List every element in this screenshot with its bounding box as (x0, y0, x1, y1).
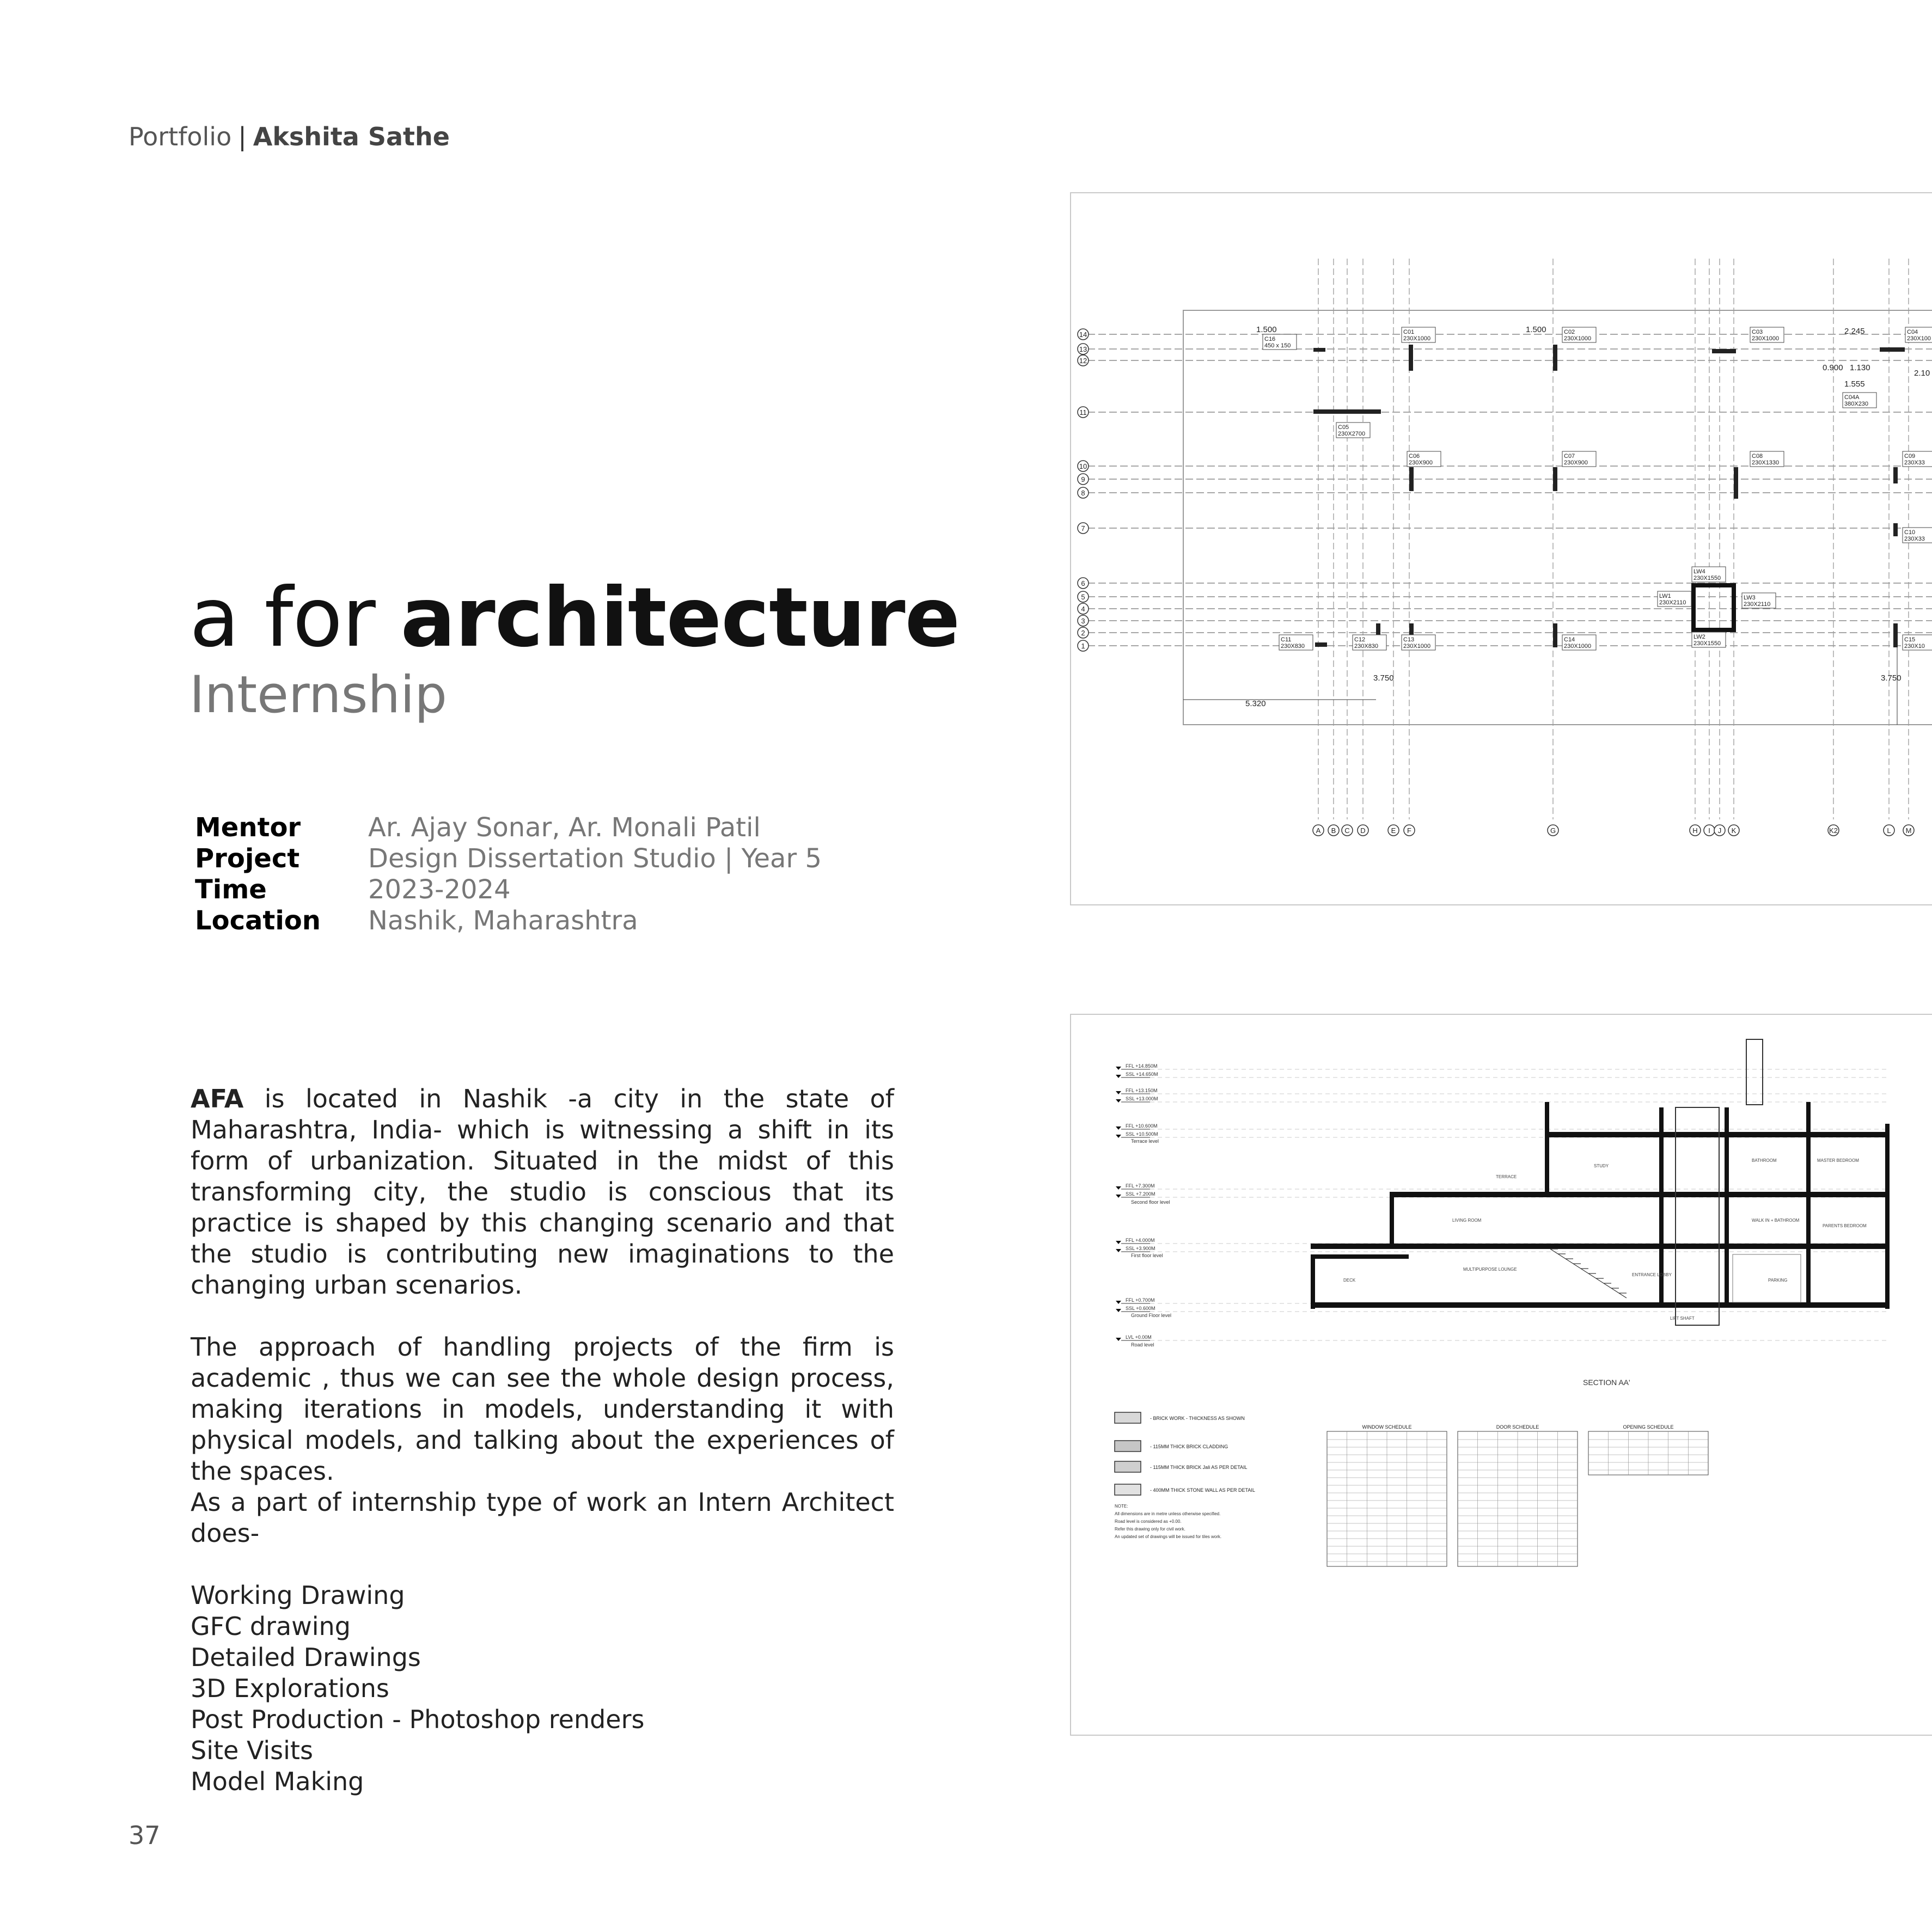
task-item: Working Drawing (191, 1581, 405, 1610)
level-label: SSL +14.650M (1126, 1071, 1158, 1077)
column-tag-size: 230X830 (1281, 643, 1305, 650)
grid-label-col: L (1887, 826, 1891, 835)
legend-label: - 115MM THICK BRICK CLADDING (1150, 1444, 1228, 1449)
page-title (189, 571, 960, 665)
room-label: PARKING (1768, 1278, 1788, 1283)
column-tag-id: C01 (1403, 329, 1415, 335)
level-marker (1116, 1135, 1121, 1138)
column-tag-id: C04A (1844, 394, 1860, 401)
grid-label-row: 8 (1081, 489, 1085, 497)
plan-boundary (1183, 310, 1932, 725)
room-label: WALK IN + BATHROOM (1752, 1218, 1800, 1223)
column-tag-size: 230X1550 (1693, 640, 1721, 647)
dimension-label: 1.555 (1844, 379, 1865, 389)
level-marker (1116, 1249, 1121, 1252)
title-prefix: a for (189, 571, 401, 665)
level-label: FFL +7.300M (1126, 1183, 1155, 1189)
level-label: FFL +10.600M (1126, 1123, 1158, 1129)
column-tag-size: 450 x 150 (1264, 342, 1291, 349)
stair-stringer (1550, 1249, 1627, 1298)
level-marker (1116, 1186, 1121, 1190)
grid-label-col: K (1731, 826, 1737, 835)
meta-value: Design Dissertation Studio | Year 5 (368, 843, 822, 874)
task-item: 3D Explorations (191, 1674, 389, 1703)
grid-label-col: B (1331, 826, 1336, 835)
legend-swatch (1115, 1412, 1141, 1423)
column-tag-id: C03 (1752, 329, 1763, 335)
column-tag-id: LW3 (1744, 595, 1756, 601)
section-wall (1545, 1102, 1549, 1197)
grid-label-row: 13 (1079, 345, 1087, 353)
structural-column (1880, 347, 1905, 352)
column-tag-size: 230X10 (1904, 643, 1925, 650)
meta-value: Ar. Ajay Sonar, Ar. Monali Patil (368, 812, 761, 843)
level-label: FFL +4.000M (1126, 1238, 1155, 1243)
column-tag-id: C07 (1564, 453, 1575, 460)
dimension-label: 1.500 (1256, 325, 1277, 334)
grid-label-col: F (1407, 826, 1411, 835)
drawing-note: An updated set of drawings will be issued for tiles work. (1115, 1534, 1222, 1539)
level-label: LVL +0.00M (1126, 1334, 1152, 1340)
column-tag-size: 230X1000 (1564, 643, 1592, 650)
grid-label-col: H (1692, 826, 1698, 835)
grid-label-row: 12 (1079, 357, 1087, 365)
column-tag-id: C10 (1904, 529, 1916, 536)
level-marker (1116, 1301, 1121, 1304)
column-tag-id: C04 (1907, 329, 1918, 335)
room-label: LIFT SHAFT (1670, 1316, 1695, 1321)
level-label: FFL +13.150M (1126, 1088, 1158, 1093)
room-label: PARENTS BEDROOM (1823, 1223, 1867, 1228)
column-tag-id: C09 (1904, 453, 1916, 460)
level-marker (1116, 1338, 1121, 1341)
level-label: First floor level (1131, 1253, 1163, 1258)
room-label: ENTRANCE LOBBY (1632, 1272, 1672, 1277)
second-floor-slab (1390, 1192, 1888, 1197)
structural-column (1409, 467, 1414, 491)
column-tag-id: C11 (1281, 636, 1292, 643)
level-label: SSL +7.200M (1126, 1191, 1155, 1197)
column-tag-size: 230X830 (1354, 643, 1379, 650)
schedule-title: OPENING SCHEDULE (1623, 1424, 1674, 1430)
grid-label-col: C (1344, 826, 1350, 835)
portfolio-header (129, 122, 450, 151)
section-wall (1885, 1124, 1890, 1309)
meta-label: Mentor (195, 812, 301, 843)
paragraph-approach: The approach of handling projects of the firm is academic , thus we can see the whole design process, making iterations in models, understanding it with physical models, and talking about the experiences of the spaces. (191, 1332, 894, 1486)
grid-label-col: M (1905, 826, 1912, 835)
grid-label-row: 2 (1081, 629, 1085, 637)
paragraph-intro (191, 1083, 894, 1301)
section-wall (1725, 1107, 1729, 1303)
task-list (191, 1580, 894, 1797)
section-title: SECTION AA' (1583, 1378, 1630, 1387)
dimension-label: 2.245 (1844, 327, 1865, 336)
legend-label: - BRICK WORK - THICKNESS AS SHOWN (1150, 1416, 1245, 1421)
first-floor-slab (1311, 1244, 1659, 1249)
legend-swatch (1115, 1484, 1141, 1495)
grid-label-col: D (1360, 826, 1366, 835)
level-marker (1116, 1126, 1121, 1130)
description (191, 1083, 894, 1797)
meta-value: 2023-2024 (368, 874, 511, 905)
room-label: DECK (1343, 1278, 1356, 1283)
firm-name: AFA (191, 1084, 244, 1113)
legend-label: - 115MM THICK BRICK Jali AS PER DETAIL (1150, 1465, 1248, 1470)
level-label: Terrace level (1131, 1138, 1159, 1144)
dimension-label: 0.900 (1823, 363, 1843, 372)
grid-label-row: 3 (1081, 617, 1085, 625)
parking-bay (1733, 1254, 1801, 1302)
column-tag-size: 380X230 (1844, 401, 1869, 407)
level-label: SSL +13.000M (1126, 1096, 1158, 1101)
column-tag-size: 230X1330 (1752, 460, 1780, 466)
structural-column (1734, 467, 1738, 499)
room-label: STUDY (1594, 1163, 1609, 1168)
dimension-label: 2.10 (1914, 369, 1930, 378)
level-marker (1116, 1067, 1121, 1070)
column-tag-size: 230X1000 (1403, 335, 1431, 342)
level-label: FFL +14.850M (1126, 1063, 1158, 1069)
grid-label-col: I (1708, 826, 1710, 835)
structural-column (1893, 523, 1898, 536)
column-tag-id: C13 (1403, 636, 1415, 643)
meta-value: Nashik, Maharashtra (368, 905, 638, 936)
grid-label-row: 14 (1079, 330, 1087, 339)
grid-label-row: 4 (1081, 605, 1085, 613)
level-label: SSL +0.600M (1126, 1306, 1155, 1311)
paragraph-intern-role: As a part of internship type of work an Intern Architect does- (191, 1487, 894, 1548)
structural-column (1893, 623, 1898, 647)
grid-label-row: 9 (1081, 475, 1085, 483)
page-subtitle: Internship (189, 665, 447, 725)
column-tag-id: C14 (1564, 636, 1575, 643)
task-item: GFC drawing (191, 1612, 351, 1641)
grid-label-col: A (1316, 826, 1321, 835)
title-emphasis: architecture (400, 571, 960, 665)
structural-column (1313, 348, 1325, 352)
section-svg (1071, 1015, 1932, 1735)
dimension-label: 1.500 (1526, 325, 1546, 334)
column-tag-id: LW4 (1693, 568, 1705, 575)
drawing-note: Refer this drawing only for civil work. (1115, 1527, 1185, 1532)
level-marker (1116, 1241, 1121, 1244)
meta-row-project (195, 843, 822, 874)
column-tag-id: C12 (1354, 636, 1366, 643)
meta-label: Project (195, 843, 300, 874)
drawing-note: Road level is considered as +0.00. (1115, 1519, 1182, 1524)
level-label: Ground Floor level (1131, 1313, 1172, 1318)
column-tag-id: C16 (1264, 336, 1276, 342)
dimension-label: 3.750 (1373, 673, 1394, 683)
dimension-label: 5.320 (1245, 699, 1266, 708)
section-wall (1390, 1195, 1394, 1246)
schedule-title: DOOR SCHEDULE (1496, 1424, 1539, 1430)
lift-shaft (1676, 1107, 1719, 1325)
column-tag-size: 230X2700 (1338, 431, 1366, 437)
task-item: Post Production - Photoshop renders (191, 1705, 645, 1734)
structural-column (1553, 623, 1557, 647)
header-separator: | (238, 122, 247, 151)
meta-row-location (195, 905, 822, 936)
section-wall (1311, 1254, 1315, 1309)
column-tag-size: 230X33 (1904, 460, 1925, 466)
structural-column (1893, 467, 1898, 483)
column-layout-plan-drawing (1070, 192, 1932, 905)
column-tag-id: C08 (1752, 453, 1763, 460)
legend-swatch (1115, 1441, 1141, 1452)
grid-label-row: 1 (1081, 642, 1085, 650)
ground-slab (1311, 1302, 1888, 1308)
section-wall (1806, 1102, 1811, 1306)
drawing-note: NOTE: (1115, 1504, 1128, 1509)
task-item: Site Visits (191, 1736, 313, 1765)
grid-label-row: 7 (1081, 524, 1085, 532)
column-tag-id: C05 (1338, 424, 1349, 431)
grid-label-col: E (1391, 826, 1396, 835)
structural-column (1553, 467, 1557, 491)
drawing-note: All dimensions are in metre unless otherwise specified. (1115, 1511, 1221, 1516)
task-item: Detailed Drawings (191, 1643, 421, 1672)
level-marker (1116, 1091, 1121, 1094)
column-tag-size: 230X1000 (1403, 643, 1431, 650)
grid-label-row: 6 (1081, 579, 1085, 587)
first-floor-slab-right (1659, 1244, 1888, 1249)
legend-swatch (1115, 1461, 1141, 1472)
lift-core-walls (1693, 585, 1734, 630)
room-label: LIVING ROOM (1452, 1218, 1482, 1223)
page-number: 37 (129, 1821, 161, 1850)
column-tag-size: 230X1000 (1564, 335, 1592, 342)
meta-label: Time (195, 874, 267, 905)
structural-column (1553, 345, 1557, 371)
grid-label-row: 10 (1079, 462, 1087, 470)
level-marker (1116, 1075, 1121, 1078)
column-tag-size: 230X33 (1904, 536, 1925, 542)
author-name: Akshita Sathe (253, 122, 450, 151)
grid-label-col: K2 (1829, 826, 1838, 835)
column-tag-size: 230X2110 (1659, 599, 1686, 606)
dimension-label: 3.750 (1881, 673, 1902, 683)
meta-label: Location (195, 905, 321, 936)
schedule-title: WINDOW SCHEDULE (1362, 1424, 1412, 1430)
portfolio-label: Portfolio (129, 122, 232, 151)
grid-label-row: 11 (1079, 408, 1087, 417)
legend-label: - 400MM THICK STONE WALL AS PER DETAIL (1150, 1487, 1255, 1493)
dimension-label: 1.130 (1850, 363, 1870, 372)
grid-label-row: 5 (1081, 593, 1085, 601)
plan-svg (1071, 193, 1932, 904)
structural-column (1315, 642, 1327, 647)
section-aa-drawing (1070, 1014, 1932, 1736)
level-label: Second floor level (1131, 1199, 1170, 1205)
task-item: Model Making (191, 1767, 364, 1796)
column-tag-id: LW1 (1659, 593, 1671, 599)
column-tag-size: 230X2110 (1744, 601, 1771, 608)
deck-slab (1311, 1254, 1409, 1259)
column-tag-size: 230X900 (1409, 460, 1433, 466)
column-tag-size: 230X900 (1564, 460, 1588, 466)
column-tag-size: 230X100 (1907, 335, 1931, 342)
grid-label-col: G (1550, 826, 1556, 835)
level-label: SSL +3.900M (1126, 1246, 1155, 1251)
column-tag-size: 230X1550 (1693, 575, 1721, 581)
meta-row-mentor (195, 812, 822, 843)
level-marker (1116, 1309, 1121, 1312)
meta-row-time (195, 874, 822, 905)
room-label: MASTER BEDROOM (1817, 1158, 1859, 1163)
terrace-slab (1545, 1132, 1888, 1137)
room-label: MULTIPURPOSE LOUNGE (1463, 1267, 1517, 1272)
level-marker (1116, 1195, 1121, 1198)
room-label: BATHROOM (1752, 1158, 1777, 1163)
paragraph-intro-text: is located in Nashik -a city in the state of Maharashtra, India- which is witnessing a shift in its form of urbanization. Situated in the midst of this transforming city, the studio is conscious that its practice is shaped by this changing scenario and that the studio is contributing new imaginations to the changing urban scenarios. (191, 1084, 894, 1300)
level-marker (1116, 1099, 1121, 1103)
room-label: TERRACE (1496, 1174, 1517, 1179)
structural-column (1313, 409, 1381, 414)
column-tag-size: 230X1000 (1752, 335, 1780, 342)
column-tag-id: LW2 (1693, 634, 1705, 640)
level-label: SSL +10.500M (1126, 1131, 1158, 1137)
structural-column (1409, 345, 1413, 371)
column-tag-id: C06 (1409, 453, 1420, 460)
structural-column (1712, 349, 1736, 353)
level-label: FFL +0.700M (1126, 1297, 1155, 1303)
column-tag-id: C02 (1564, 329, 1575, 335)
chimney-tower (1746, 1039, 1763, 1105)
grid-label-col: J (1717, 826, 1722, 835)
project-meta (195, 812, 822, 936)
column-tag-id: C15 (1904, 636, 1916, 643)
level-label: Road level (1131, 1342, 1154, 1348)
